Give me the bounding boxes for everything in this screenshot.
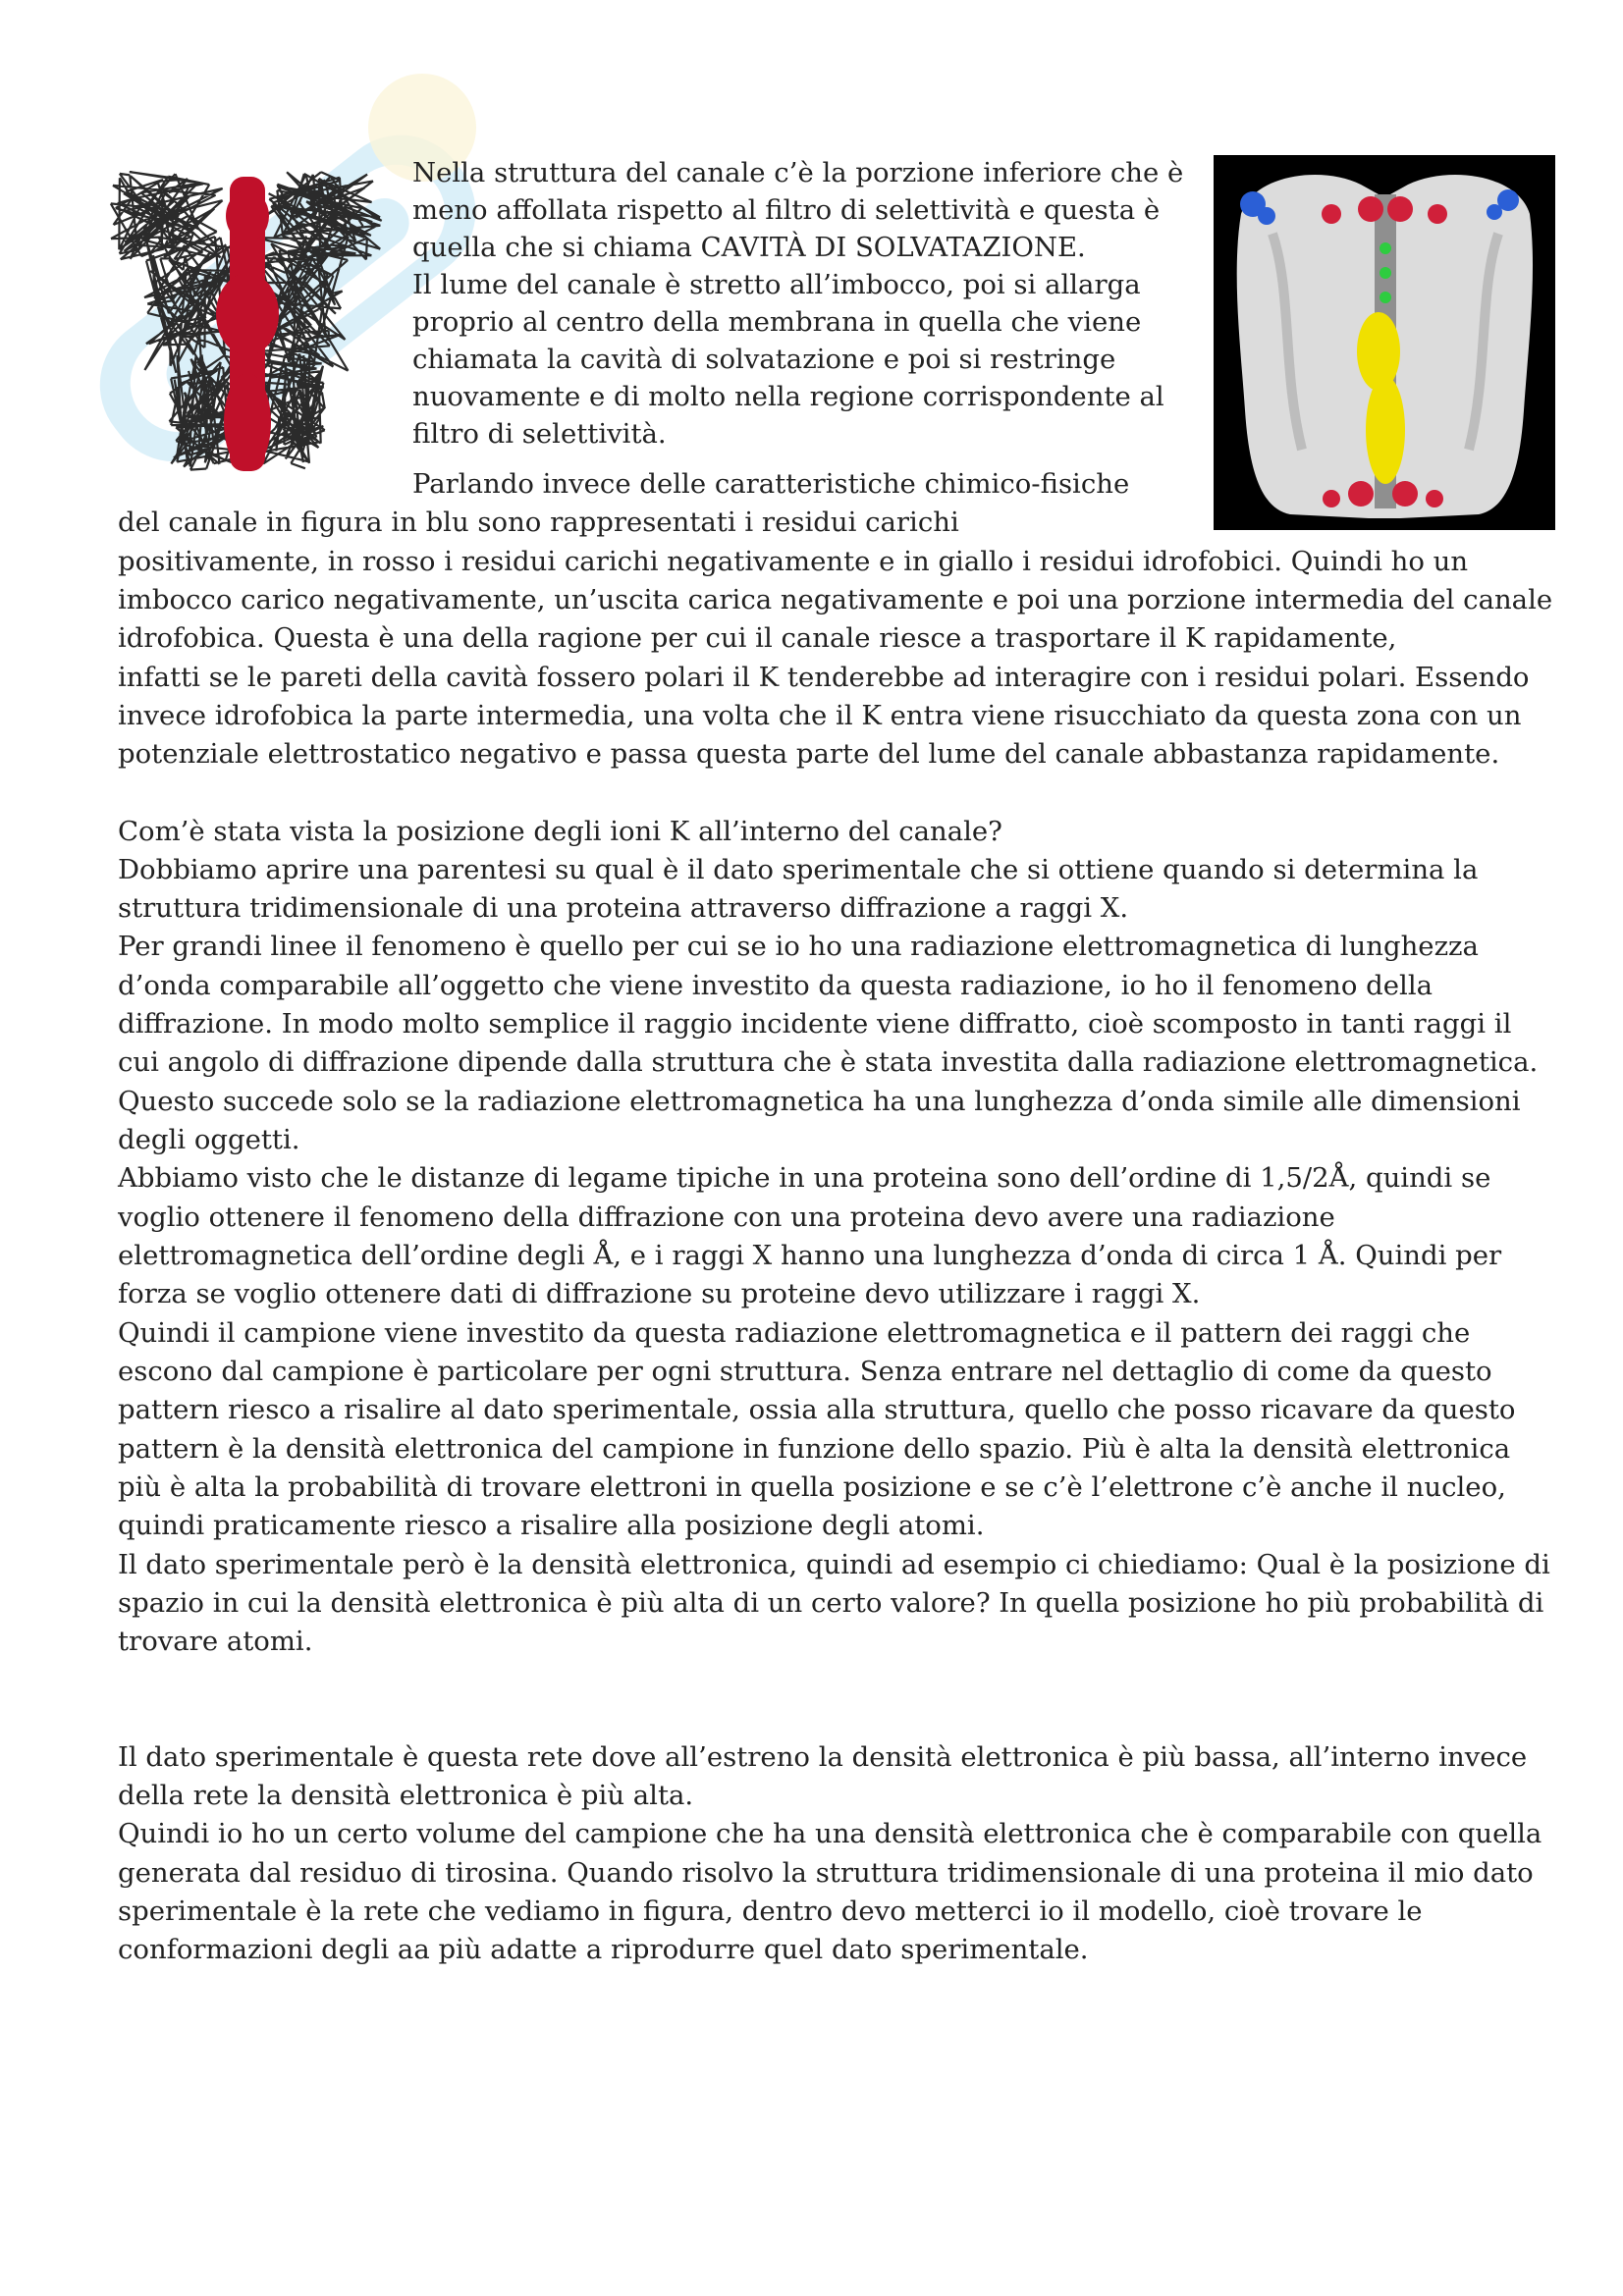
text-line: Abbiamo visto che le distanze di legame tipiche in una proteina sono dell’ordine di 1,5/2Å, quindi se [118, 1162, 1491, 1194]
text-line: della rete la densità elettronica è più alta. [118, 1780, 694, 1811]
text-line: Parlando invece delle caratteristiche chimico-fisiche [412, 468, 1130, 500]
text-line: Per grandi linee il fenomeno è quello per cui se io ho una radiazione elettromagnetica di lunghezza [118, 931, 1479, 962]
text-line: nuovamente e di molto nella regione corrispondente al [412, 381, 1164, 412]
text-line: del canale in figura in blu sono rappresentati i residui carichi [118, 507, 959, 538]
pore-density-red [216, 177, 279, 471]
text-line: escono dal campione è particolare per ogni struttura. Senza entrare nel dettaglio di come da questo [118, 1356, 1492, 1387]
text-line: Dobbiamo aprire una parentesi su qual è il dato sperimentale che si ottiene quando si determina la [118, 854, 1479, 885]
text-line: Questo succede solo se la radiazione elettromagnetica ha una lunghezza d’onda simile alle dimensioni [118, 1086, 1521, 1117]
text-line: meno affollata rispetto al filtro di selettività e questa è [412, 194, 1161, 226]
text-line: più è alta la probabilità di trovare elettroni in quella posizione e se c’è l’elettrone c’è anche il nucleo, [118, 1471, 1506, 1503]
text-line: idrofobica. Questa è una della ragione per cui il canale riesce a trasportare il K rapidamente, [118, 622, 1397, 654]
text-line: infatti se le pareti della cavità fossero polari il K tenderebbe ad interagire con i residui polari. Essendo [118, 662, 1530, 693]
text-line: filtro di selettività. [412, 418, 667, 450]
text-line: Nella struttura del canale c’è la porzione inferiore che è [412, 157, 1184, 188]
text-line: voglio ottenere il fenomeno della diffrazione con una proteina devo avere una radiazione [118, 1201, 1335, 1233]
text-line: pattern è la densità elettronica del campione in funzione dello spazio. Più è alta la densità elettronica [118, 1433, 1511, 1465]
text-line: imbocco carico negativamente, un’uscita carica negativamente e poi una porzione intermedia del canale [118, 584, 1553, 615]
text-line: Quindi io ho un certo volume del campione che ha una densità elettronica che è comparabile con quella [118, 1818, 1542, 1849]
text-line: struttura tridimensionale di una proteina attraverso diffrazione a raggi X. [118, 892, 1129, 924]
text-line: forza se voglio ottenere dati di diffrazione su proteine devo utilizzare i raggi X. [118, 1278, 1201, 1309]
potassium-ions-green [1380, 242, 1391, 303]
text-line: degli oggetti. [118, 1124, 300, 1155]
text-line: potenziale elettrostatico negativo e passa questa parte del lume del canale abbastanza rapidamente. [118, 738, 1500, 770]
text-line: trovare atomi. [118, 1626, 313, 1657]
text-line: d’onda comparabile all’oggetto che viene investito da questa radiazione, io ho il fenomeno della [118, 970, 1434, 1001]
text-line: quindi praticamente riesco a risalire alla posizione degli atomi. [118, 1510, 985, 1541]
channel-surface-model-figure [1214, 155, 1555, 530]
text-line: chiamata la cavità di solvatazione e poi si restringe [412, 344, 1116, 375]
text-line: Com’è stata vista la posizione degli ioni K all’interno del canale? [118, 816, 1002, 847]
text-line: elettromagnetica dell’ordine degli Å, e i raggi X hanno una lunghezza d’onda di circa 1 Å. Quindi per [118, 1240, 1502, 1271]
text-line: generata dal residuo di tirosina. Quando risolvo la struttura tridimensionale di una proteina il mio dato [118, 1857, 1534, 1889]
text-line: Il dato sperimentale però è la densità elettronica, quindi ad esempio ci chiediamo: Qual è la posizione di [118, 1549, 1550, 1580]
text-line: sperimentale è la rete che vediamo in figura, dentro devo metterci io il modello, cioè trovare le [118, 1896, 1423, 1927]
text-line: conformazioni degli aa più adatte a riprodurre quel dato sperimentale. [118, 1934, 1089, 1965]
text-line: diffrazione. In modo molto semplice il raggio incidente viene diffratto, cioè scomposto in tanti raggi il [118, 1008, 1512, 1040]
text-line: cui angolo di diffrazione dipende dalla struttura che è stata investita dalla radiazione elettromagnetica. [118, 1046, 1539, 1078]
text-line: Il dato sperimentale è questa rete dove all’estreno la densità elettronica è più bassa, all’interno invece [118, 1741, 1528, 1773]
text-line: Quindi il campione viene investito da questa radiazione elettromagnetica e il pattern dei raggi che [118, 1317, 1471, 1349]
text-line: quella che si chiama CAVITÀ DI SOLVATAZIONE. [412, 232, 1086, 263]
text-line: proprio al centro della membrana in quella che viene [412, 306, 1142, 338]
text-line: spazio in cui la densità elettronica è più alta di un certo valore? In quella posizione ho più probabilità di [118, 1587, 1544, 1619]
text-line: invece idrofobica la parte intermedia, una volta che il K entra viene risucchiato da questa zona con un [118, 700, 1522, 731]
text-line: pattern riesco a risalire al dato sperimentale, ossia alla struttura, quello che posso ricavare da questo [118, 1394, 1516, 1425]
potassium-channel-stick-model-figure [100, 157, 395, 481]
text-line: positivamente, in rosso i residui carichi negativamente e in giallo i residui idrofobici. Quindi ho un [118, 546, 1469, 577]
text-line: Il lume del canale è stretto all’imbocco, poi si allarga [412, 269, 1141, 300]
